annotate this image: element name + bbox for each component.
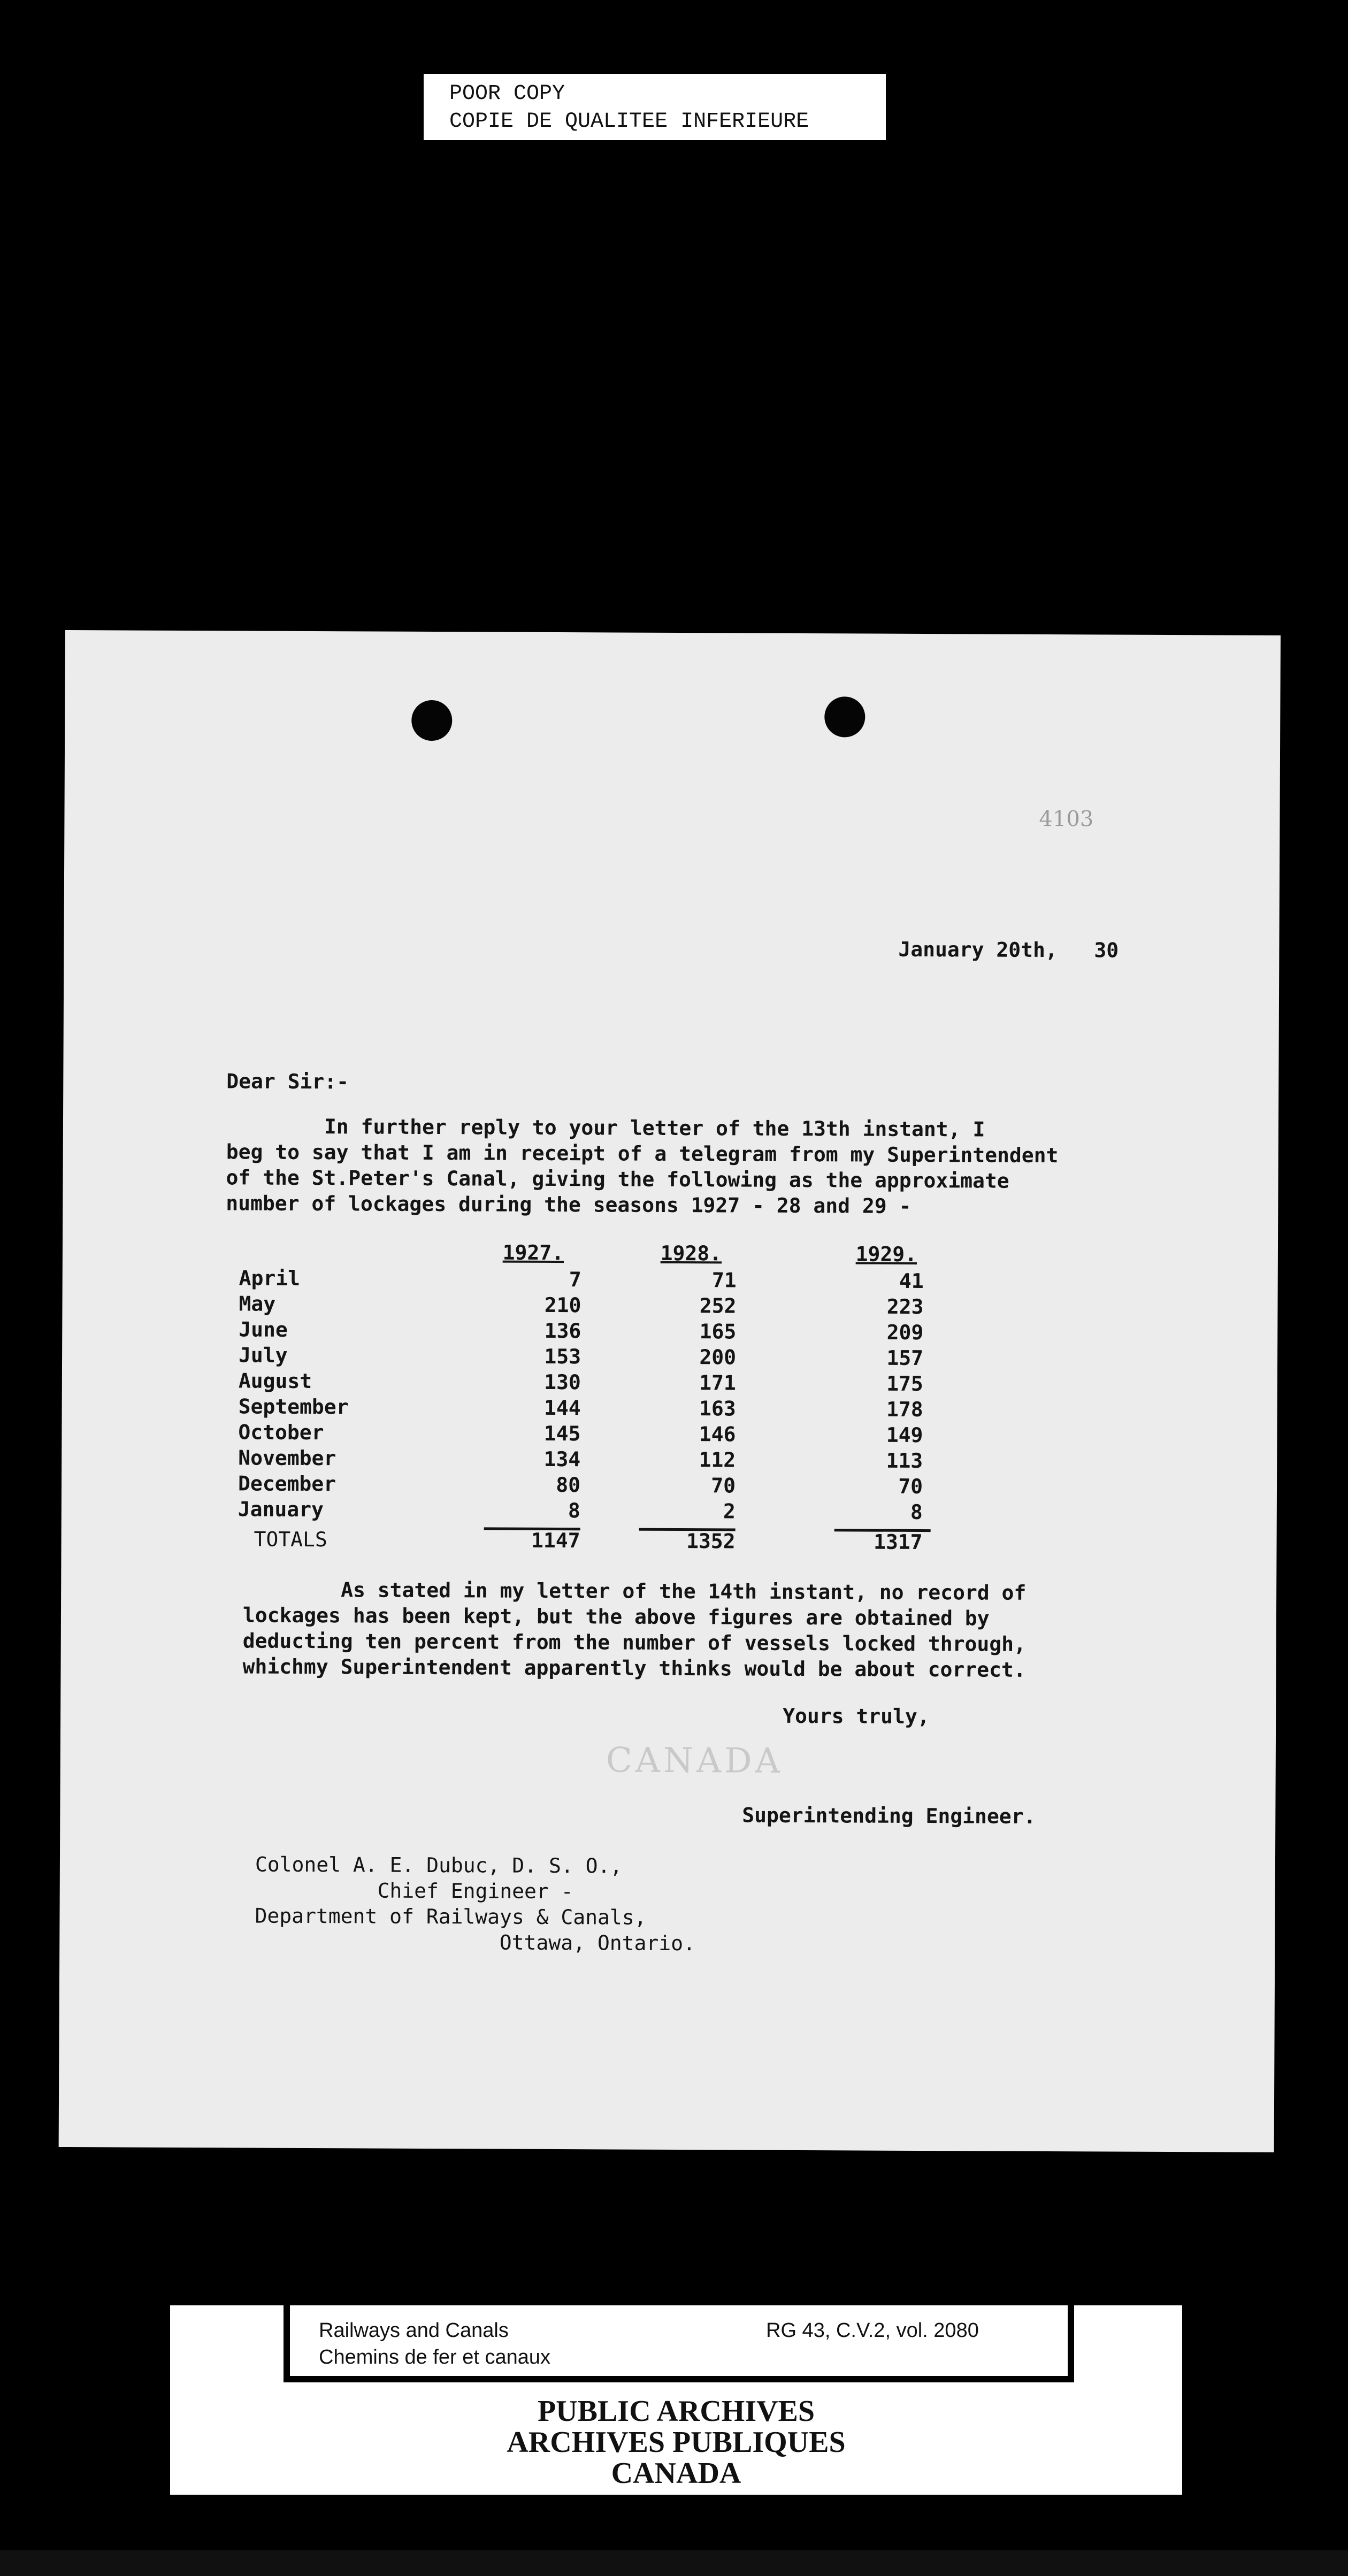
table-row xyxy=(239,1292,987,1321)
table-row xyxy=(238,1497,987,1526)
body-line: number of lockages during the seasons 1927 - 28 and 29 - xyxy=(226,1191,912,1218)
value-1927: 144 xyxy=(543,1396,581,1420)
table-row xyxy=(239,1369,987,1398)
closing-line: As stated in my letter of the 14th instant, no record of xyxy=(243,1577,1027,1605)
recipient-line: Colonel A. E. Dubuc, D. S. O., xyxy=(255,1852,623,1878)
table-row xyxy=(239,1317,987,1346)
body-line: In further reply to your letter of the 13th instant, I xyxy=(226,1114,985,1141)
value-1928: 112 xyxy=(699,1448,736,1472)
table-row xyxy=(238,1420,987,1449)
closing-line: lockages has been kept, but the above figures are obtained by xyxy=(242,1603,990,1630)
recipient-line: Ottawa, Ontario. xyxy=(255,1929,696,1956)
value-1927: 153 xyxy=(544,1344,581,1369)
table-row xyxy=(238,1471,987,1500)
value-1928: 165 xyxy=(699,1320,737,1344)
month-cell: April xyxy=(239,1266,301,1290)
month-cell: November xyxy=(238,1446,336,1470)
closing-line: whichmy Superintendent apparently thinks would be about correct. xyxy=(242,1654,1026,1682)
value-1927: 136 xyxy=(544,1318,581,1343)
fonds-strip xyxy=(284,2305,1074,2382)
table-row xyxy=(239,1266,988,1295)
notice-line-1: POOR COPY xyxy=(449,82,565,106)
total-1928: 1352 xyxy=(686,1529,736,1553)
notice-line-2: COPIE DE QUALITEE INFERIEURE xyxy=(449,110,809,134)
letter-date: January 20th, 30 xyxy=(898,937,1119,962)
value-1927: 210 xyxy=(544,1293,581,1317)
value-1927: 80 xyxy=(556,1473,581,1497)
body-line: beg to say that I am in receipt of a telegram from my Superintendent xyxy=(226,1140,1059,1168)
value-1929: 70 xyxy=(898,1474,923,1499)
column-header-1928: 1928. xyxy=(660,1241,722,1266)
month-cell: December xyxy=(238,1471,336,1496)
month-cell: September xyxy=(238,1394,349,1419)
letter-page xyxy=(59,630,1281,2152)
canada-line: CANADA xyxy=(611,2457,741,2490)
column-header-1929: 1929. xyxy=(855,1242,917,1266)
table-row xyxy=(239,1343,987,1372)
month-cell: July xyxy=(238,1343,288,1367)
faint-stamp: CANADA xyxy=(606,1741,783,1781)
value-1929: 209 xyxy=(886,1320,924,1345)
value-1928: 146 xyxy=(699,1422,736,1446)
month-cell: June xyxy=(239,1317,288,1341)
signature-title: Superintending Engineer. xyxy=(742,1803,1036,1828)
value-1927: 145 xyxy=(543,1421,581,1446)
value-1928: 163 xyxy=(699,1397,736,1421)
salutation: Dear Sir:- xyxy=(226,1069,349,1094)
value-1928: 200 xyxy=(699,1345,737,1369)
value-1929: 41 xyxy=(899,1269,924,1293)
fonds-french: Chemins de fer et canaux xyxy=(319,2346,551,2368)
total-1929: 1317 xyxy=(873,1530,923,1554)
value-1928: 71 xyxy=(711,1268,737,1292)
archives-publiques-line: ARCHIVES PUBLIQUES xyxy=(507,2426,846,2459)
month-cell: October xyxy=(238,1420,324,1445)
archive-reference: RG 43, C.V.2, vol. 2080 xyxy=(766,2319,979,2342)
value-1929: 175 xyxy=(886,1371,923,1396)
value-1929: 223 xyxy=(886,1294,924,1319)
poor-copy-notice xyxy=(424,74,886,140)
value-1929: 113 xyxy=(886,1448,923,1473)
value-1928: 70 xyxy=(711,1474,736,1498)
value-1928: 252 xyxy=(699,1294,737,1318)
value-1927: 134 xyxy=(543,1447,581,1471)
punch-hole-left xyxy=(411,700,452,741)
fonds-english: Railways and Canals xyxy=(319,2319,509,2342)
month-cell: January xyxy=(238,1497,324,1522)
month-cell: August xyxy=(238,1369,312,1393)
month-cell: May xyxy=(239,1292,276,1316)
sign-off: Yours truly, xyxy=(783,1704,930,1729)
recipient-line: Chief Engineer - xyxy=(255,1878,573,1904)
value-1929: 157 xyxy=(886,1346,924,1370)
column-header-1927: 1927. xyxy=(502,1240,564,1265)
file-mark: 4103 xyxy=(1039,806,1094,832)
totals-label: TOTALS xyxy=(254,1527,327,1552)
value-1928: 171 xyxy=(699,1371,736,1395)
table-row xyxy=(238,1446,987,1475)
value-1929: 178 xyxy=(886,1397,923,1422)
table-row xyxy=(239,1394,987,1423)
closing-line: deducting ten percent from the number of vessels locked through, xyxy=(242,1629,1027,1656)
value-1927: 7 xyxy=(569,1268,581,1292)
value-1929: 149 xyxy=(886,1423,923,1447)
total-1927: 1147 xyxy=(531,1528,580,1553)
archive-label xyxy=(170,2305,1182,2495)
value-1929: 8 xyxy=(910,1500,923,1524)
totals-row xyxy=(238,1527,986,1556)
recipient-line: Department of Railways & Canals, xyxy=(255,1904,647,1929)
body-line: of the St.Peter's Canal, giving the following as the approximate xyxy=(226,1166,1009,1193)
value-1927: 8 xyxy=(568,1499,580,1523)
punch-hole-right xyxy=(824,696,865,737)
public-archives-line: PUBLIC ARCHIVES xyxy=(537,2395,815,2428)
film-edge xyxy=(0,2550,1348,2576)
value-1927: 130 xyxy=(544,1370,581,1394)
value-1928: 2 xyxy=(723,1499,736,1523)
